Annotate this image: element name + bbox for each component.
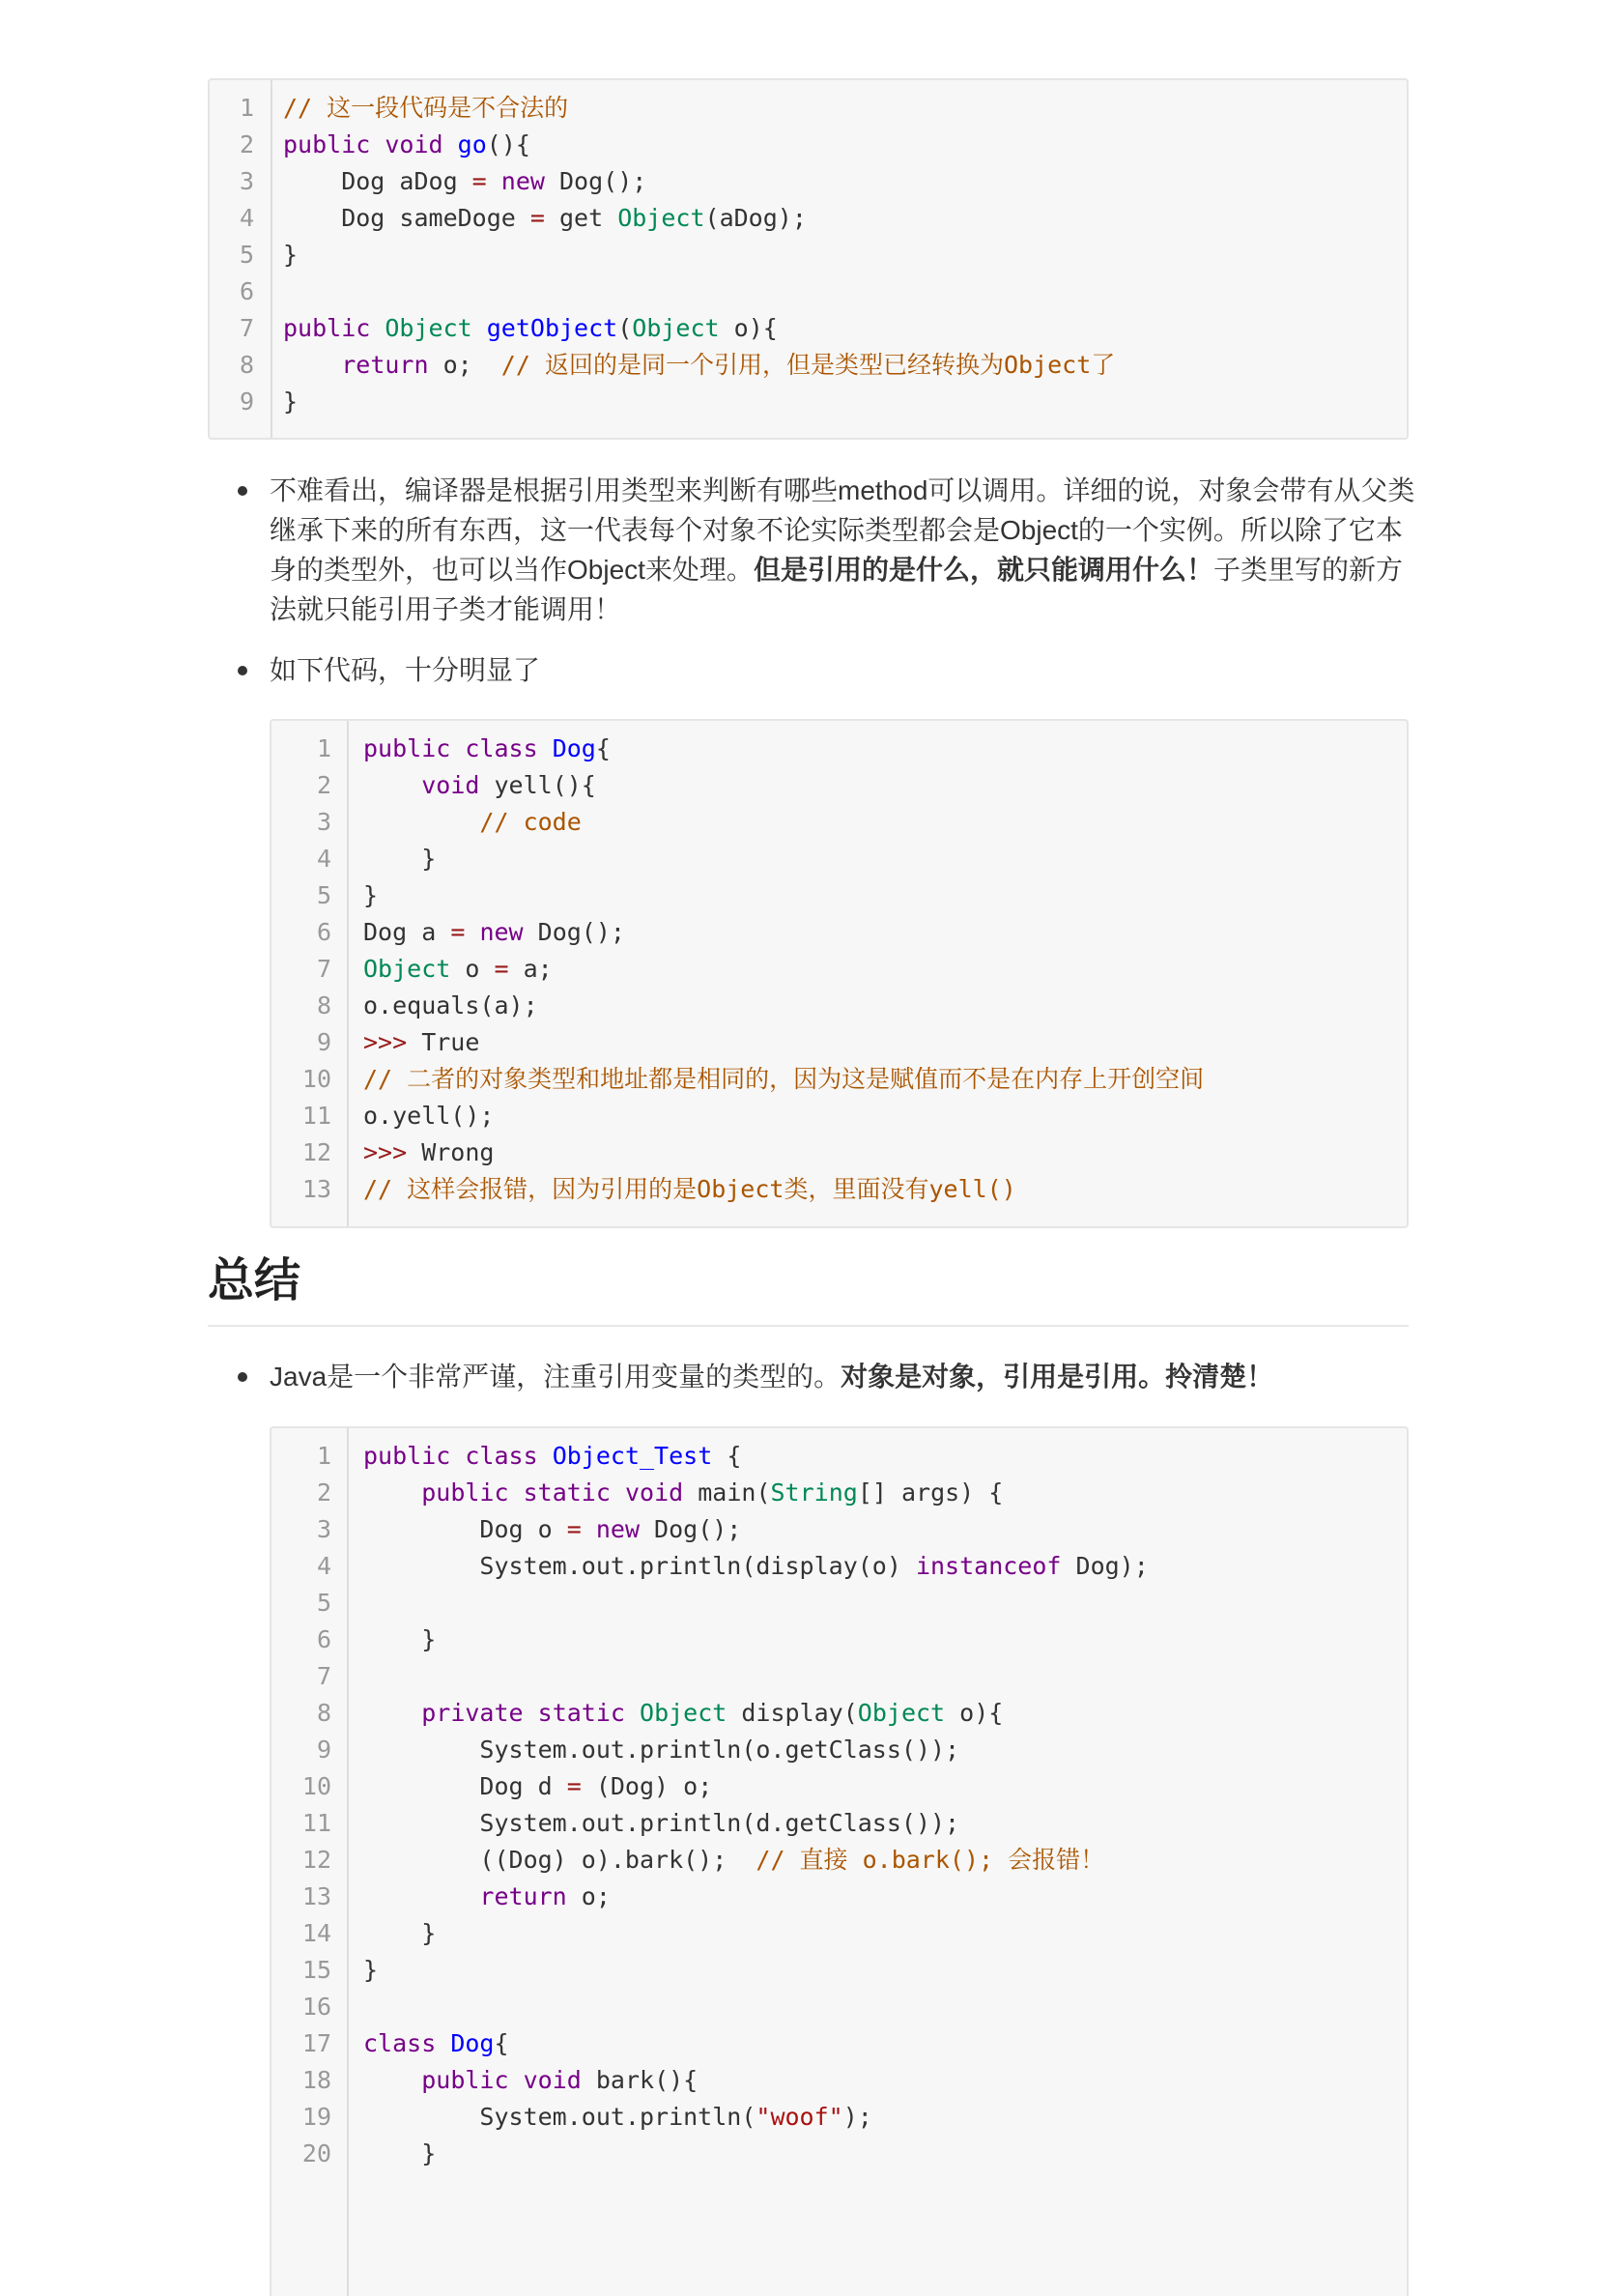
code-text — [363, 1098, 494, 1134]
code-token: o — [450, 955, 495, 983]
line-number: 5 — [316, 1589, 331, 1617]
code-text — [363, 841, 436, 877]
code-line — [271, 1732, 1407, 1768]
line-number: 9 — [239, 387, 254, 416]
code-text — [363, 1024, 479, 1061]
code-token: void — [385, 130, 443, 158]
code-token: { — [494, 2029, 509, 2057]
line-number: 6 — [316, 918, 331, 946]
code-token: go — [457, 130, 487, 158]
code-token: public — [363, 1442, 451, 1470]
code-text — [363, 1768, 712, 1805]
code-text — [363, 804, 582, 841]
code-token: // code — [479, 808, 582, 836]
code-token: Dog(); — [640, 1515, 742, 1543]
code-line — [271, 951, 1407, 988]
code-token: System.out.println(o.getClass()); — [363, 1736, 960, 1764]
code-token — [363, 1699, 421, 1727]
code-token — [363, 1478, 421, 1507]
code-line — [271, 1475, 1407, 1511]
code-token: // 这样会报错，因为引用的是Object类，里面没有yell() — [363, 1175, 1016, 1203]
code-line — [271, 2136, 1407, 2172]
code-text — [363, 1695, 1003, 1732]
bullet-dot-icon — [238, 486, 247, 496]
bullet-text-line — [270, 1357, 1273, 1396]
code-token: = — [471, 167, 487, 195]
code-token: "woof" — [756, 2103, 843, 2131]
code-token: Wrong — [407, 1138, 495, 1166]
code-line — [210, 273, 1407, 310]
code-token — [443, 130, 458, 158]
code-line — [271, 1658, 1407, 1695]
code-token: (aDog); — [704, 204, 807, 232]
code-token: Dog — [450, 2029, 495, 2057]
code-token: True — [407, 1028, 480, 1056]
code-token — [363, 2066, 421, 2094]
code-token — [472, 314, 487, 342]
code-line — [271, 1171, 1407, 1208]
code-token: class — [465, 1442, 538, 1470]
code-token: instanceof — [915, 1552, 1062, 1580]
code-token: o; — [566, 1882, 611, 1910]
code-text — [283, 310, 778, 347]
code-token — [538, 1442, 553, 1470]
code-token: } — [363, 1956, 379, 1984]
line-number: 11 — [301, 1102, 331, 1130]
code-line — [210, 384, 1407, 420]
text-segment: 继承下来的所有东西，这一代表每个对象不论实际类型都会是Object的一个实例。所以除了它本 — [270, 515, 1403, 545]
line-number: 7 — [239, 314, 254, 342]
code-line — [271, 1622, 1407, 1658]
code-token: private — [421, 1699, 524, 1727]
code-line — [271, 1768, 1407, 1805]
code-token: = — [450, 918, 466, 946]
code-token: } — [283, 241, 299, 269]
code-token: new — [500, 167, 545, 195]
code-token: String — [770, 1478, 858, 1507]
line-number: 4 — [316, 1552, 331, 1580]
code-text — [363, 988, 538, 1024]
code-text — [363, 1952, 378, 1989]
code-token: } — [363, 1919, 437, 1947]
code-token — [363, 808, 479, 836]
line-number: 10 — [301, 1772, 331, 1800]
line-number: 11 — [301, 1809, 331, 1837]
code-token — [625, 1699, 640, 1727]
bold-text: 对象是对象，引用是引用。拎清楚！ — [841, 1362, 1274, 1392]
code-token — [450, 734, 465, 762]
line-number: 8 — [239, 351, 254, 379]
code-token: >>> — [363, 1028, 408, 1056]
code-token: Dog d — [363, 1772, 567, 1800]
code-token: Object — [632, 314, 720, 342]
code-token: class — [465, 734, 538, 762]
code-text — [363, 914, 625, 951]
code-text — [363, 2136, 436, 2172]
code-block-1 — [208, 78, 1409, 440]
code-token: yell(){ — [479, 771, 596, 799]
code-text — [363, 1475, 1003, 1511]
code-line — [271, 877, 1407, 914]
code-text — [363, 1171, 1016, 1208]
code-text — [363, 1061, 1204, 1098]
code-token — [363, 1882, 479, 1910]
code-token — [509, 2066, 524, 2094]
code-token: Dog); — [1061, 1552, 1149, 1580]
code-token: return — [479, 1882, 567, 1910]
code-token: Dog(); — [544, 167, 647, 195]
line-number: 16 — [301, 1993, 331, 2021]
code-token: Dog sameDoge — [283, 204, 530, 232]
code-token — [363, 771, 421, 799]
line-number: 4 — [239, 204, 254, 232]
code-text — [363, 1842, 1104, 1879]
code-text — [363, 1732, 959, 1768]
line-number: 1 — [239, 94, 254, 122]
code-token: [] args) { — [857, 1478, 1004, 1507]
code-token: } — [283, 387, 299, 416]
code-token: { — [595, 734, 611, 762]
code-token: = — [529, 204, 545, 232]
code-line — [271, 1585, 1407, 1622]
code-line — [271, 2025, 1407, 2062]
code-block-2 — [270, 719, 1409, 1228]
line-number: 7 — [316, 955, 331, 983]
code-token: o.yell(); — [363, 1102, 495, 1130]
code-text — [363, 1438, 741, 1475]
code-token — [465, 918, 479, 946]
code-line — [271, 731, 1407, 767]
line-number: 3 — [316, 808, 331, 836]
code-token: main( — [683, 1478, 771, 1507]
code-token: Object — [363, 955, 451, 983]
code-text — [363, 2062, 698, 2099]
code-token — [370, 130, 385, 158]
code-line — [271, 1098, 1407, 1134]
line-number: 8 — [316, 1699, 331, 1727]
text-segment: 身的类型外，也可以当作Object来处理。 — [270, 555, 754, 585]
code-text — [283, 384, 298, 420]
line-number: 9 — [316, 1736, 331, 1764]
code-text — [363, 1548, 1149, 1585]
code-token: Dog — [552, 734, 596, 762]
code-token: public — [363, 734, 451, 762]
code-token: } — [363, 1625, 437, 1653]
code-token: void — [421, 771, 480, 799]
code-line — [271, 1989, 1407, 2025]
code-token: = — [566, 1515, 582, 1543]
line-number: 5 — [239, 241, 254, 269]
code-token — [582, 1515, 596, 1543]
code-token: void — [624, 1478, 684, 1507]
line-number: 6 — [239, 277, 254, 305]
code-token: // 直接 o.bark(); 会报错！ — [756, 1846, 1105, 1874]
code-token: public — [283, 130, 371, 158]
code-token: = — [494, 955, 509, 983]
code-token: Object — [857, 1699, 946, 1727]
code-line — [271, 1842, 1407, 1879]
bullet-text-line — [270, 650, 540, 690]
code-text — [283, 127, 530, 163]
code-line — [271, 1695, 1407, 1732]
line-number: 12 — [301, 1138, 331, 1166]
line-number: 13 — [301, 1175, 331, 1203]
code-token: Dog aDog — [283, 167, 472, 195]
code-line — [271, 1024, 1407, 1061]
code-token: Object_Test — [552, 1442, 713, 1470]
code-token: ((Dog) o).bark(); — [363, 1846, 756, 1874]
code-line — [271, 767, 1407, 804]
code-line — [210, 127, 1407, 163]
code-line — [271, 2099, 1407, 2136]
text-segment: 不难看出，编译器是根据引用类型来判断有哪些method可以调用。详细的说，对象会带有从父类 — [270, 475, 1415, 505]
bullet-text-line — [270, 589, 1414, 629]
code-token: Object — [640, 1699, 727, 1727]
line-number: 3 — [239, 167, 254, 195]
code-text — [363, 731, 611, 767]
code-text — [363, 1879, 611, 1915]
code-line — [271, 1548, 1407, 1585]
line-number: 3 — [316, 1515, 331, 1543]
code-line — [271, 841, 1407, 877]
code-text — [283, 347, 1115, 384]
text-segment: 法就只能引用子类才能调用！ — [270, 594, 622, 624]
code-token: new — [479, 918, 524, 946]
line-number: 2 — [239, 130, 254, 158]
code-line — [210, 237, 1407, 273]
bullet-dot-icon — [238, 1372, 247, 1382]
text-segment: Java是一个非常严谨，注重引用变量的类型的。 — [270, 1362, 841, 1392]
code-line — [271, 1438, 1407, 1475]
code-token: System.out.println(d.getClass()); — [363, 1809, 960, 1837]
code-token: Dog a — [363, 918, 451, 946]
code-token: o){ — [719, 314, 778, 342]
line-number: 4 — [316, 845, 331, 873]
code-token: new — [595, 1515, 640, 1543]
code-line — [271, 2062, 1407, 2099]
code-token — [524, 1699, 538, 1727]
line-number: 13 — [301, 1882, 331, 1910]
code-line — [271, 1134, 1407, 1171]
code-token: System.out.println( — [363, 2103, 756, 2131]
code-token: public — [421, 2066, 509, 2094]
code-line — [271, 988, 1407, 1024]
code-text — [283, 237, 298, 273]
code-line — [271, 1879, 1407, 1915]
code-token: >>> — [363, 1138, 408, 1166]
code-token — [436, 2029, 450, 2057]
line-number: 5 — [316, 881, 331, 909]
line-number: 1 — [316, 1442, 331, 1470]
code-block-3 — [270, 1426, 1409, 2296]
code-text — [363, 1622, 436, 1658]
code-text — [363, 767, 596, 804]
line-number: 10 — [301, 1065, 331, 1093]
code-token: public — [421, 1478, 509, 1507]
code-token: Object — [385, 314, 472, 342]
code-line — [210, 200, 1407, 237]
line-number: 19 — [301, 2103, 331, 2131]
code-line — [210, 163, 1407, 200]
code-line — [271, 1952, 1407, 1989]
code-line — [271, 1805, 1407, 1842]
code-line — [271, 914, 1407, 951]
code-text — [363, 1915, 436, 1952]
line-number: 2 — [316, 771, 331, 799]
bullet-text-line — [270, 471, 1414, 510]
code-token: Dog(); — [523, 918, 625, 946]
line-number: 9 — [316, 1028, 331, 1056]
line-number: 14 — [301, 1919, 331, 1947]
code-token: // 二者的对象类型和地址都是相同的，因为这是赋值而不是在内存上开创空间 — [363, 1065, 1205, 1093]
code-token: // 这一段代码是不合法的 — [283, 94, 569, 122]
code-token: } — [363, 2139, 437, 2167]
bullet-text-line — [270, 510, 1414, 550]
code-token: class — [363, 2029, 437, 2057]
line-number: 12 — [301, 1846, 331, 1874]
code-text — [283, 90, 568, 127]
code-line — [210, 347, 1407, 384]
code-token: bark(){ — [581, 2066, 699, 2094]
code-line — [271, 1511, 1407, 1548]
code-token: o){ — [945, 1699, 1004, 1727]
bullet-dot-icon — [238, 666, 247, 675]
code-line — [271, 1061, 1407, 1098]
code-token: o.equals(a); — [363, 991, 538, 1019]
code-token: a; — [508, 955, 553, 983]
code-token: void — [523, 2066, 582, 2094]
line-number: 7 — [316, 1662, 331, 1690]
code-token: System.out.println(display(o) — [363, 1552, 916, 1580]
code-line — [210, 90, 1407, 127]
code-token — [509, 1478, 524, 1507]
line-number: 2 — [316, 1478, 331, 1507]
code-token: display( — [727, 1699, 858, 1727]
line-number: 17 — [301, 2029, 331, 2057]
code-text — [363, 1511, 741, 1548]
code-line — [210, 310, 1407, 347]
code-token: = — [566, 1772, 582, 1800]
section-heading: 总结 — [208, 1253, 301, 1307]
code-token: Object — [617, 204, 705, 232]
code-token — [487, 167, 501, 195]
code-token: ); — [842, 2103, 872, 2131]
code-token — [283, 351, 341, 379]
code-text — [363, 877, 378, 914]
code-text — [363, 1805, 959, 1842]
code-token: ( — [617, 314, 633, 342]
code-token: } — [363, 845, 437, 873]
code-token: static — [523, 1478, 611, 1507]
code-token: } — [363, 881, 379, 909]
code-token: static — [537, 1699, 625, 1727]
code-token: return — [341, 351, 429, 379]
text-segment: 如下代码，十分明显了 — [270, 655, 541, 685]
code-token — [450, 1442, 465, 1470]
code-token: (){ — [486, 130, 530, 158]
code-token: { — [712, 1442, 742, 1470]
bullet-text-line — [270, 550, 1414, 589]
line-number: 6 — [316, 1625, 331, 1653]
code-text — [363, 2099, 872, 2136]
line-number: 1 — [316, 734, 331, 762]
line-number: 8 — [316, 991, 331, 1019]
code-token: get — [544, 204, 618, 232]
code-text — [283, 200, 807, 237]
code-text — [363, 951, 553, 988]
line-number: 20 — [301, 2139, 331, 2167]
code-text — [283, 163, 646, 200]
text-segment: 子类里写的新方 — [1212, 555, 1403, 585]
bold-text: 但是引用的是什么，就只能调用什么！ — [753, 555, 1213, 585]
code-text — [363, 1134, 494, 1171]
code-token — [611, 1478, 625, 1507]
code-token: o; — [428, 351, 501, 379]
code-line — [271, 804, 1407, 841]
code-token — [538, 734, 553, 762]
code-token: (Dog) o; — [581, 1772, 713, 1800]
line-number: 15 — [301, 1956, 331, 1984]
code-token: // 返回的是同一个引用，但是类型已经转换为Object了 — [500, 351, 1116, 379]
code-token: public — [283, 314, 371, 342]
code-line — [271, 1915, 1407, 1952]
code-token: getObject — [486, 314, 618, 342]
code-token: Dog o — [363, 1515, 567, 1543]
code-token — [370, 314, 385, 342]
code-text — [363, 2025, 509, 2062]
section-divider — [208, 1325, 1409, 1327]
line-number: 18 — [301, 2066, 331, 2094]
